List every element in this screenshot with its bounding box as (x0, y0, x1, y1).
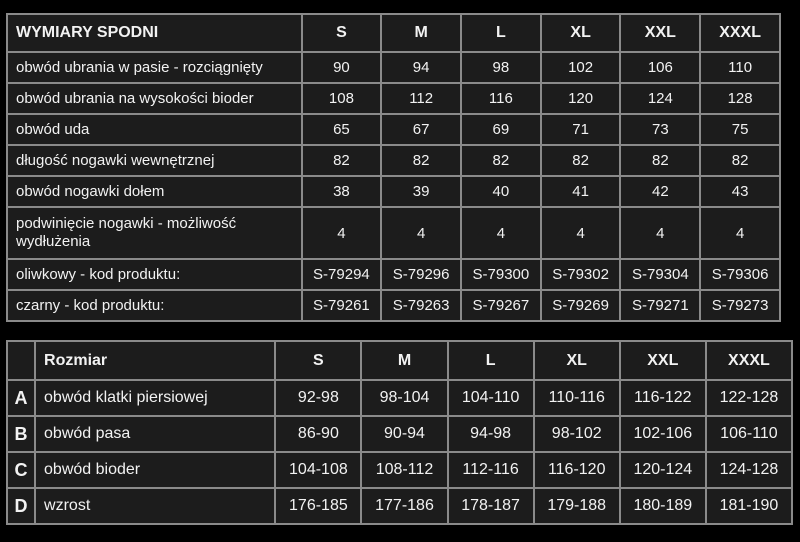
cell-value: 4 (381, 207, 461, 259)
cell-value: 40 (461, 176, 541, 207)
row-letter: C (7, 452, 35, 488)
cell-value: S-79269 (541, 290, 621, 321)
cell-value: S-79300 (461, 259, 541, 290)
table-row (7, 416, 792, 452)
row-label: wzrost (35, 488, 275, 524)
cell-value: S-79302 (541, 259, 621, 290)
cell-value: 110-116 (534, 380, 620, 416)
cell-value: S-79261 (302, 290, 382, 321)
table-row (7, 259, 780, 290)
cell-value: 4 (302, 207, 382, 259)
size-header: XXL (620, 14, 700, 52)
cell-value: 116 (461, 83, 541, 114)
size-header: S (275, 341, 361, 380)
size-header: XL (541, 14, 621, 52)
cell-value: 177-186 (361, 488, 447, 524)
row-label: oliwkowy - kod produktu: (7, 259, 302, 290)
cell-value: 181-190 (706, 488, 792, 524)
cell-value: 98-102 (534, 416, 620, 452)
cell-value: 112 (381, 83, 461, 114)
cell-value: 120-124 (620, 452, 706, 488)
cell-value: 178-187 (448, 488, 534, 524)
cell-value: 128 (700, 83, 780, 114)
row-letter: D (7, 488, 35, 524)
cell-value: 82 (381, 145, 461, 176)
size-header: L (461, 14, 541, 52)
cell-value: 94-98 (448, 416, 534, 452)
cell-value: 39 (381, 176, 461, 207)
cell-value: 179-188 (534, 488, 620, 524)
row-letter: B (7, 416, 35, 452)
cell-value: 86-90 (275, 416, 361, 452)
cell-value: S-79304 (620, 259, 700, 290)
table-row (7, 290, 780, 321)
table-row (7, 207, 780, 259)
cell-value: 176-185 (275, 488, 361, 524)
row-label: obwód uda (7, 114, 302, 145)
cell-value: 82 (541, 145, 621, 176)
cell-value: 82 (302, 145, 382, 176)
cell-value: 4 (461, 207, 541, 259)
row-label: podwinięcie nogawki - możliwość wydłużenia (7, 207, 302, 259)
row-label: obwód ubrania w pasie - rozciągnięty (7, 52, 302, 83)
cell-value: 106-110 (706, 416, 792, 452)
cell-value: 108 (302, 83, 382, 114)
table-row (7, 176, 780, 207)
size-header: XXXL (700, 14, 780, 52)
cell-value: 4 (700, 207, 780, 259)
row-label: obwód bioder (35, 452, 275, 488)
cell-value: S-79296 (381, 259, 461, 290)
cell-value: 116-120 (534, 452, 620, 488)
cell-value: S-79263 (381, 290, 461, 321)
table-row (7, 488, 792, 524)
row-label: obwód nogawki dołem (7, 176, 302, 207)
cell-value: 122-128 (706, 380, 792, 416)
cell-value: 41 (541, 176, 621, 207)
cell-value: 120 (541, 83, 621, 114)
size-header: L (448, 341, 534, 380)
cell-value: 124 (620, 83, 700, 114)
cell-value: 102-106 (620, 416, 706, 452)
row-label: obwód pasa (35, 416, 275, 452)
cell-value: 4 (620, 207, 700, 259)
cell-value: S-79271 (620, 290, 700, 321)
cell-value: S-79267 (461, 290, 541, 321)
cell-value: 71 (541, 114, 621, 145)
cell-value: 43 (700, 176, 780, 207)
letter-header-empty (7, 341, 35, 380)
cell-value: 82 (620, 145, 700, 176)
cell-value: 73 (620, 114, 700, 145)
cell-value: 38 (302, 176, 382, 207)
cell-value: 92-98 (275, 380, 361, 416)
cell-value: 94 (381, 52, 461, 83)
cell-value: 75 (700, 114, 780, 145)
body-size-table (6, 340, 793, 525)
size-header: XL (534, 341, 620, 380)
row-label: długość nogawki wewnętrznej (7, 145, 302, 176)
size-header: M (381, 14, 461, 52)
cell-value: 106 (620, 52, 700, 83)
pants-header-row (7, 14, 780, 52)
cell-value: S-79273 (700, 290, 780, 321)
cell-value: 180-189 (620, 488, 706, 524)
table-row (7, 452, 792, 488)
cell-value: 104-108 (275, 452, 361, 488)
table-row (7, 114, 780, 145)
size-header: XXXL (706, 341, 792, 380)
row-label: obwód klatki piersiowej (35, 380, 275, 416)
row-label: obwód ubrania na wysokości bioder (7, 83, 302, 114)
table-row (7, 380, 792, 416)
cell-value: 124-128 (706, 452, 792, 488)
row-label: czarny - kod produktu: (7, 290, 302, 321)
cell-value: S-79306 (700, 259, 780, 290)
cell-value: 112-116 (448, 452, 534, 488)
size-header: XXL (620, 341, 706, 380)
size-table-title: Rozmiar (35, 341, 275, 380)
cell-value: 102 (541, 52, 621, 83)
cell-value: 69 (461, 114, 541, 145)
size-header: M (361, 341, 447, 380)
cell-value: 110 (700, 52, 780, 83)
cell-value: 65 (302, 114, 382, 145)
cell-value: 90 (302, 52, 382, 83)
cell-value: 104-110 (448, 380, 534, 416)
cell-value: 82 (461, 145, 541, 176)
table-row (7, 83, 780, 114)
cell-value: 116-122 (620, 380, 706, 416)
size-header: S (302, 14, 382, 52)
pants-table-title: WYMIARY SPODNI (7, 14, 302, 52)
cell-value: 42 (620, 176, 700, 207)
cell-value: 98-104 (361, 380, 447, 416)
cell-value: 98 (461, 52, 541, 83)
size-header-row (7, 341, 792, 380)
cell-value: 90-94 (361, 416, 447, 452)
cell-value: 67 (381, 114, 461, 145)
pants-measurements-table (6, 13, 781, 322)
cell-value: 108-112 (361, 452, 447, 488)
cell-value: 82 (700, 145, 780, 176)
cell-value: 4 (541, 207, 621, 259)
table-row (7, 145, 780, 176)
table-row (7, 52, 780, 83)
row-letter: A (7, 380, 35, 416)
cell-value: S-79294 (302, 259, 382, 290)
